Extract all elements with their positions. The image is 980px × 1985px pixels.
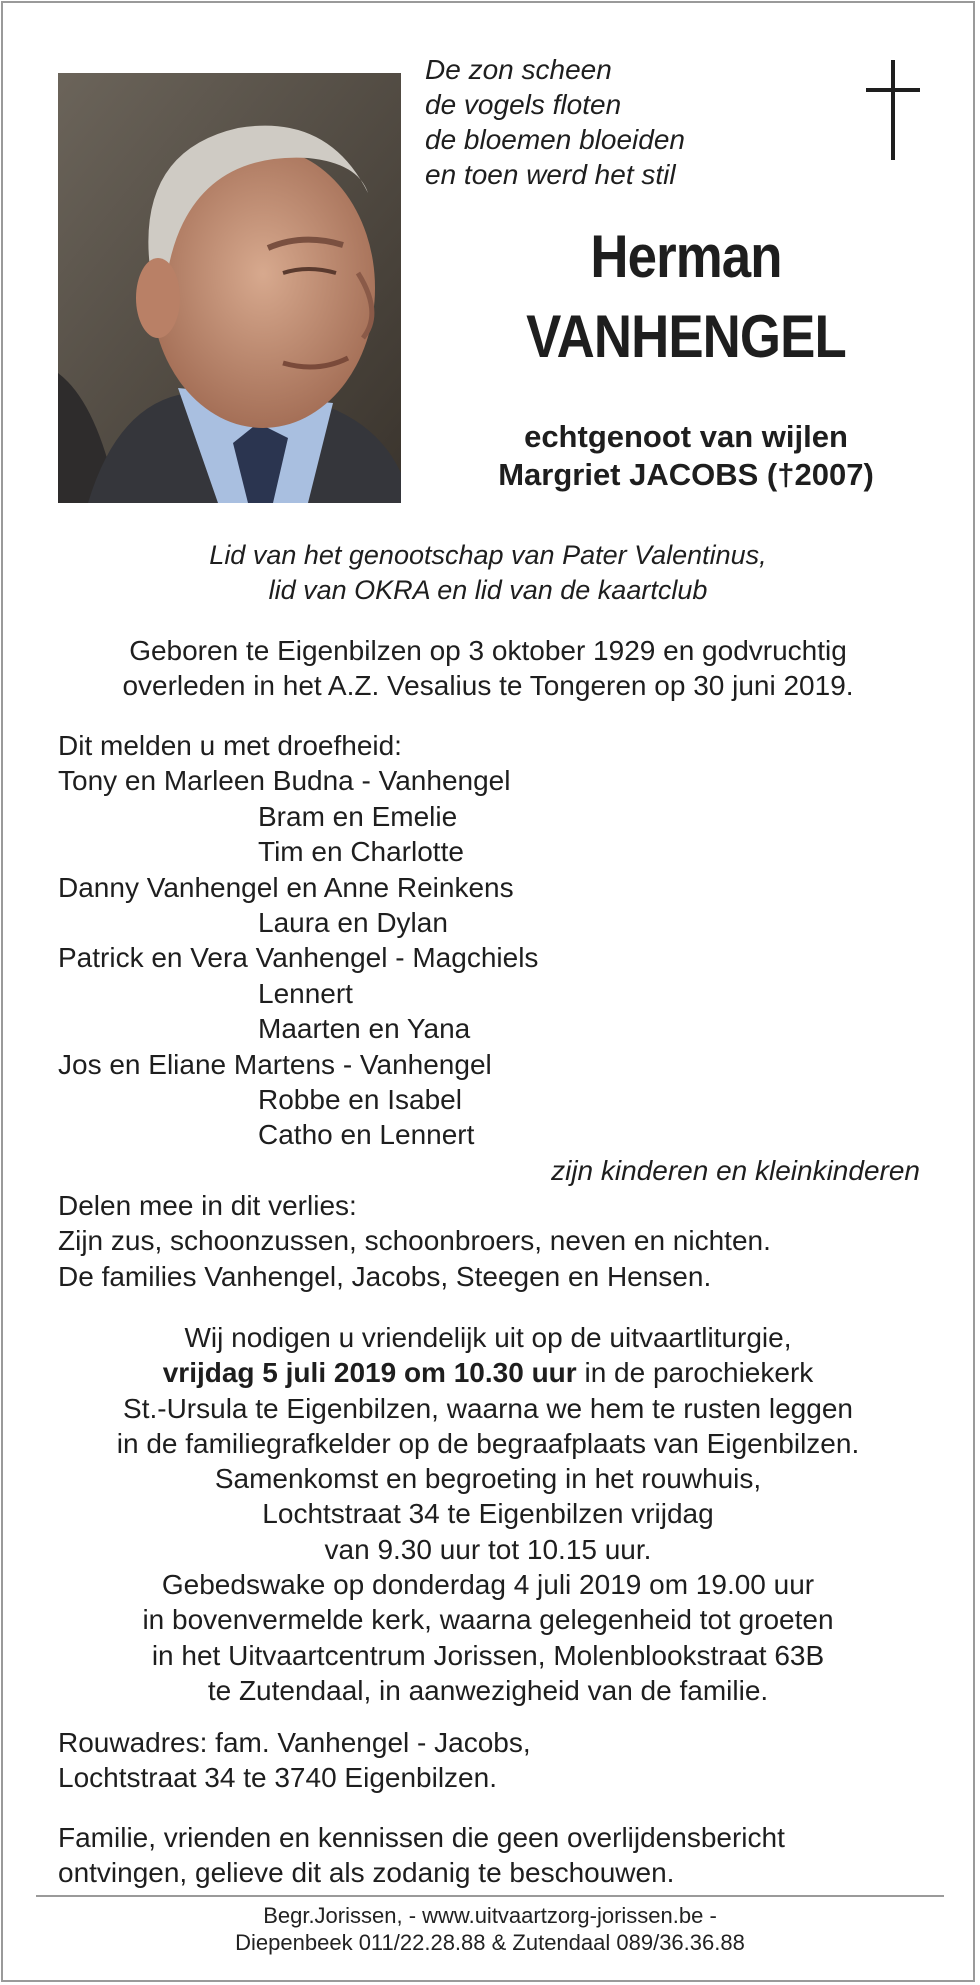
family-line: Patrick en Vera Vanhengel - Magchiels <box>58 942 539 974</box>
invitation-line: in het Uitvaartcentrum Jorissen, Molenblookstraat 63B <box>151 1639 825 1671</box>
deceased-first-name: Herman <box>590 223 782 290</box>
family-line: Bram en Emelie <box>258 800 458 832</box>
family-line: Maarten en Yana <box>258 1013 471 1045</box>
share-intro: Delen mee in dit verlies: <box>58 1190 357 1222</box>
share-line: Zijn zus, schoonzussen, schoonbroers, neven en nichten. <box>58 1225 771 1257</box>
invitation-line: in bovenvermelde kerk, waarna gelegenheid tot groeten <box>142 1604 834 1636</box>
family-line: Laura en Dylan <box>258 906 448 938</box>
share-line: De families Vanhengel, Jacobs, Steegen en Hensen. <box>58 1260 712 1292</box>
family-line: Catho en Lennert <box>258 1119 475 1151</box>
invitation-line: te Zutendaal, in aanwezigheid van de familie. <box>207 1674 769 1706</box>
address-line: Rouwadres: fam. Vanhengel - Jacobs, <box>58 1727 531 1758</box>
birth-death-line: Geboren te Eigenbilzen op 3 oktober 1929 en godvruchtig <box>129 635 847 666</box>
spouse-line: echtgenoot van wijlen <box>524 419 848 454</box>
invitation-line: St.-Ursula te Eigenbilzen, waarna we hem te rusten leggen <box>123 1392 853 1424</box>
birth-death <box>58 633 918 703</box>
poem <box>425 52 755 192</box>
cross-icon <box>866 60 920 160</box>
invitation-line: Lochtstraat 34 te Eigenbilzen vrijdag <box>262 1498 714 1530</box>
mourning-address <box>58 1725 918 1795</box>
funeral-date: vrijdag 5 juli 2019 om 10.30 uur <box>162 1357 577 1389</box>
invitation-date-line <box>58 1355 918 1390</box>
family-list <box>58 728 918 1294</box>
family-line: Robbe en Isabel <box>258 1083 462 1115</box>
notice-line: Familie, vrienden en kennissen die geen overlijdensbericht <box>58 1822 785 1853</box>
invitation-line: Samenkomst en begroeting in het rouwhuis, <box>214 1463 762 1495</box>
family-line: Danny Vanhengel en Anne Reinkens <box>58 871 514 903</box>
invitation-line: Wij nodigen u vriendelijk uit op de uitvaartliturgie, <box>184 1322 792 1353</box>
poem-line: en toen werd het stil <box>425 159 676 190</box>
family-line: Lennert <box>258 977 353 1009</box>
footer-divider <box>36 1895 944 1897</box>
spouse-info <box>430 418 942 494</box>
membership <box>58 538 918 608</box>
address-line: Lochtstraat 34 te 3740 Eigenbilzen. <box>58 1762 497 1793</box>
birth-death-line: overleden in het A.Z. Vesalius te Tongeren op 30 juni 2019. <box>122 670 854 701</box>
notice <box>58 1820 918 1890</box>
portrait-photo <box>58 73 401 503</box>
family-line: Tony en Marleen Budna - Vanhengel <box>58 765 511 797</box>
poem-line: de bloemen bloeiden <box>425 124 685 155</box>
family-line: Jos en Eliane Martens - Vanhengel <box>58 1048 492 1080</box>
spouse-line: Margriet JACOBS (†2007) <box>498 457 874 492</box>
deceased-last-name: VANHENGEL <box>526 303 846 370</box>
poem-line: de vogels floten <box>425 89 622 120</box>
poem-line: De zon scheen <box>425 54 612 85</box>
membership-line: Lid van het genootschap van Pater Valentinus, <box>209 540 767 570</box>
family-line: Tim en Charlotte <box>258 836 464 868</box>
funeral-invitation <box>58 1320 918 1708</box>
notice-line: ontvingen, gelieve dit als zodanig te beschouwen. <box>58 1857 675 1888</box>
invitation-line: van 9.30 uur tot 10.15 uur. <box>324 1533 652 1565</box>
invitation-line: Gebedswake op donderdag 4 juli 2019 om 19.00 uur <box>161 1569 815 1601</box>
family-intro: Dit melden u met droefheid: <box>58 730 402 761</box>
footer <box>36 1902 944 1956</box>
kids-label: zijn kinderen en kleinkinderen <box>551 1154 920 1186</box>
invitation-line: in de familiegrafkelder op de begraafplaats van Eigenbilzen. <box>116 1427 860 1459</box>
membership-line: lid van OKRA en lid van de kaartclub <box>268 575 708 605</box>
footer-line: Begr.Jorissen, - www.uitvaartzorg-jorissen.be - <box>263 1903 717 1928</box>
footer-line: Diepenbeek 011/22.28.88 & Zutendaal 089/36.36.88 <box>235 1930 745 1955</box>
invitation-line-rest: in de parochiekerk <box>576 1357 814 1389</box>
